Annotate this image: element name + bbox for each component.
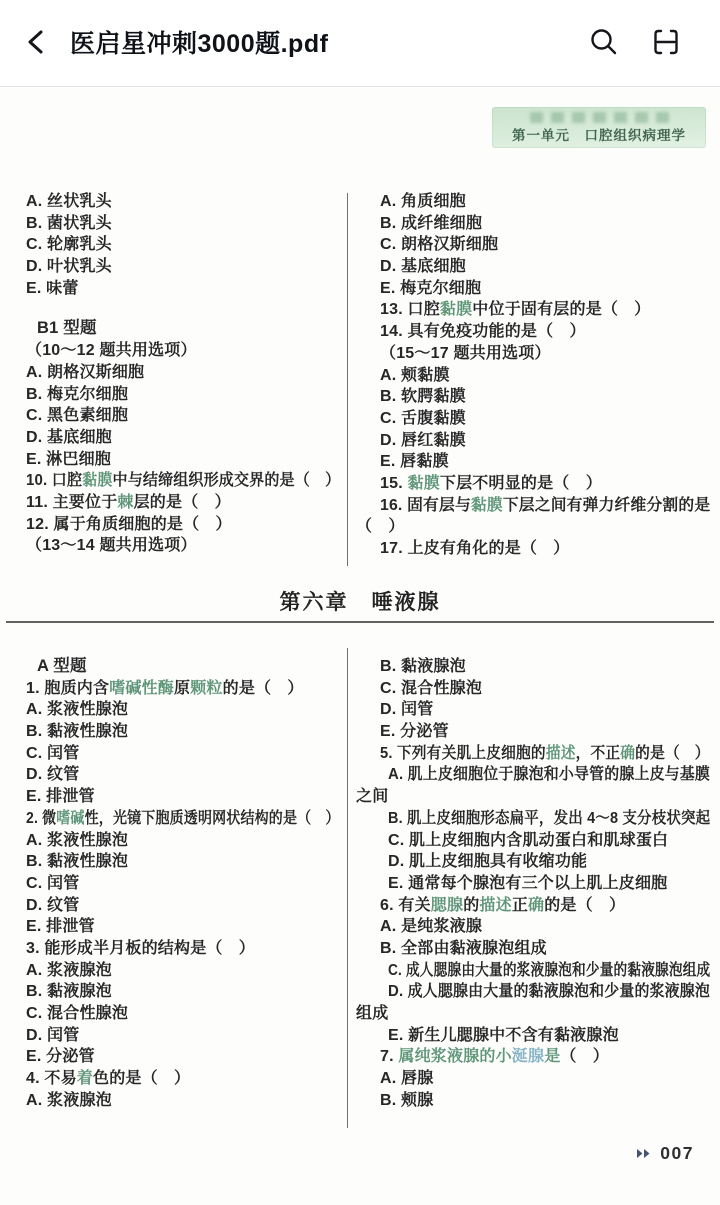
option-line: A. 浆液性腺泡 <box>26 701 129 719</box>
option-line: D. 纹管 <box>26 766 80 784</box>
unit-badge-label: 第一单元 口腔组织病理学 <box>512 128 686 143</box>
option-line: A. 角质细胞 <box>380 193 466 210</box>
question-column-top-left <box>26 191 340 557</box>
question-line: 10. 口腔黏膜中与结缔组织形成交界的是（ ） <box>26 472 341 490</box>
option-line: D. 成人腮腺由大量的黏液腺泡和少量的浆液腺泡 <box>388 983 711 1001</box>
option-line: B. 黏液性腺泡 <box>26 853 129 871</box>
option-line: C. 肌上皮细胞内含肌动蛋白和肌球蛋白 <box>388 831 669 849</box>
pdf-page <box>0 87 720 1205</box>
column-divider-bottom <box>347 648 348 1128</box>
question-type-heading: B1 型题 <box>37 319 97 338</box>
option-line: B. 成纤维细胞 <box>380 214 483 232</box>
question-line: 7. 属纯浆液腺的小涎腺是（ ） <box>380 1048 610 1066</box>
question-line: 15. 黏膜下层不明显的是（ ） <box>380 474 602 492</box>
badge-ghost-bleedthrough <box>530 112 670 123</box>
question-line: 4. 不易着色的是（ ） <box>26 1070 191 1088</box>
option-line: D. 基底细胞 <box>380 258 466 276</box>
option-line: B. 黏液腺泡 <box>26 983 112 1001</box>
question-column-bottom-right <box>356 656 710 1111</box>
option-line: B. 全部由黏液腺泡组成 <box>380 939 547 957</box>
shared-options-note: （15～17 题共用选项） <box>380 344 551 362</box>
chapter-rule <box>6 621 714 623</box>
option-line: D. 基底细胞 <box>26 428 112 446</box>
question-line: 17. 上皮有角化的是（ ） <box>380 540 570 557</box>
chevron-left-icon <box>24 28 52 56</box>
option-line: A. 浆液性腺泡 <box>26 831 129 849</box>
question-line: 2. 微嗜碱性，光镜下胞质透明网状结构的是（ ） <box>26 809 340 827</box>
option-line: B. 梅克尔细胞 <box>26 385 129 403</box>
column-divider-top <box>347 193 348 566</box>
option-line: E. 味蕾 <box>26 279 79 297</box>
option-line: E. 唇黏膜 <box>380 453 449 471</box>
option-line: A. 浆液腺泡 <box>26 961 112 979</box>
option-line: C. 成人腮腺由大量的浆液腺泡和少量的黏液腺泡组成 <box>388 961 711 979</box>
question-line: 5. 下列有关肌上皮细胞的描述，不正确的是（ ） <box>380 744 710 762</box>
search-icon <box>588 26 620 58</box>
question-type-heading: A 型题 <box>37 657 87 675</box>
back-button[interactable] <box>18 22 58 62</box>
shared-options-note: （10～12 题共用选项） <box>26 342 197 360</box>
option-line: A. 丝状乳头 <box>26 193 112 210</box>
question-column-bottom-left <box>26 656 340 1111</box>
option-line: E. 分泌管 <box>380 723 449 741</box>
option-line: A. 唇腺 <box>380 1070 434 1088</box>
option-line: C. 闰管 <box>26 874 80 892</box>
spacer <box>26 299 340 318</box>
option-line: A. 颊黏膜 <box>380 366 450 384</box>
option-line: C. 朗格汉斯细胞 <box>380 236 499 254</box>
option-line: C. 黑色素细胞 <box>26 407 129 425</box>
question-line: 16. 固有层与黏膜下层之间有弹力纤维分割的是 <box>380 496 711 514</box>
wrapped-line: 组成 <box>356 1005 389 1022</box>
option-line: A. 浆液腺泡 <box>26 1091 112 1109</box>
option-line: C. 闰管 <box>26 744 80 762</box>
search-button[interactable] <box>580 18 628 66</box>
question-column-top-right <box>356 191 710 560</box>
question-line: 6. 有关腮腺的描述正确的是（ ） <box>380 896 626 914</box>
contents-icon <box>650 26 682 58</box>
option-line: B. 软腭黏膜 <box>380 388 466 406</box>
option-line: E. 排泄管 <box>26 788 95 806</box>
option-line: A. 朗格汉斯细胞 <box>26 363 145 381</box>
chapter-heading: 第六章 唾液腺 <box>279 591 441 614</box>
question-line: 11. 主要位于棘层的是（ ） <box>26 493 231 511</box>
option-line: A. 是纯浆液腺 <box>380 918 483 936</box>
question-line: 3. 能形成半月板的结构是（ ） <box>26 939 255 957</box>
question-line: 12. 属于角质细胞的是（ ） <box>26 515 232 533</box>
option-line: E. 分泌管 <box>26 1048 95 1066</box>
option-line: C. 混合性腺泡 <box>380 679 483 697</box>
option-line: C. 轮廓乳头 <box>26 236 112 254</box>
wrapped-line: 之间 <box>356 788 389 806</box>
unit-badge <box>492 107 706 148</box>
shared-options-note: （13～14 题共用选项） <box>26 537 197 555</box>
app-bar <box>0 0 720 87</box>
option-line: C. 混合性腺泡 <box>26 1005 129 1022</box>
contents-button[interactable] <box>642 18 690 66</box>
option-line: D. 闰管 <box>380 701 434 719</box>
option-line: E. 淋巴细胞 <box>26 450 111 468</box>
option-line: B. 黏液性腺泡 <box>26 723 129 741</box>
wrapped-line: （ ） <box>356 518 405 536</box>
pdf-title: 医启星冲刺3000题.pdf <box>70 30 329 58</box>
page-footer <box>0 1143 694 1164</box>
option-line: E. 梅克尔细胞 <box>380 279 482 297</box>
option-line: C. 舌腹黏膜 <box>380 409 466 427</box>
option-line: D. 肌上皮细胞具有收缩功能 <box>388 853 588 871</box>
option-line: D. 叶状乳头 <box>26 258 112 276</box>
option-line: D. 闰管 <box>26 1026 80 1044</box>
option-line: E. 通常每个腺泡有三个以上肌上皮细胞 <box>388 874 668 892</box>
option-line: E. 新生儿腮腺中不含有黏液腺泡 <box>388 1026 619 1044</box>
page-number: 007 <box>660 1143 694 1163</box>
option-line: D. 唇红黏膜 <box>380 431 466 449</box>
option-line: B. 菌状乳头 <box>26 214 112 232</box>
option-line: A. 肌上皮细胞位于腺泡和小导管的腺上皮与基膜 <box>388 766 711 784</box>
question-line: 14. 具有免疫功能的是（ ） <box>380 323 586 341</box>
option-line: B. 黏液腺泡 <box>380 658 466 675</box>
option-line: B. 肌上皮细胞形态扁平，发出 4～8 支分枝状突起 <box>388 809 711 827</box>
double-chevron-right-icon <box>636 1148 651 1159</box>
option-line: D. 纹管 <box>26 896 80 914</box>
question-line: 1. 胞质内含嗜碱性酶原颗粒的是（ ） <box>26 679 304 697</box>
question-line: 13. 口腔黏膜中位于固有层的是（ ） <box>380 301 651 319</box>
option-line: E. 排泄管 <box>26 918 95 936</box>
option-line: B. 颊腺 <box>380 1091 434 1109</box>
